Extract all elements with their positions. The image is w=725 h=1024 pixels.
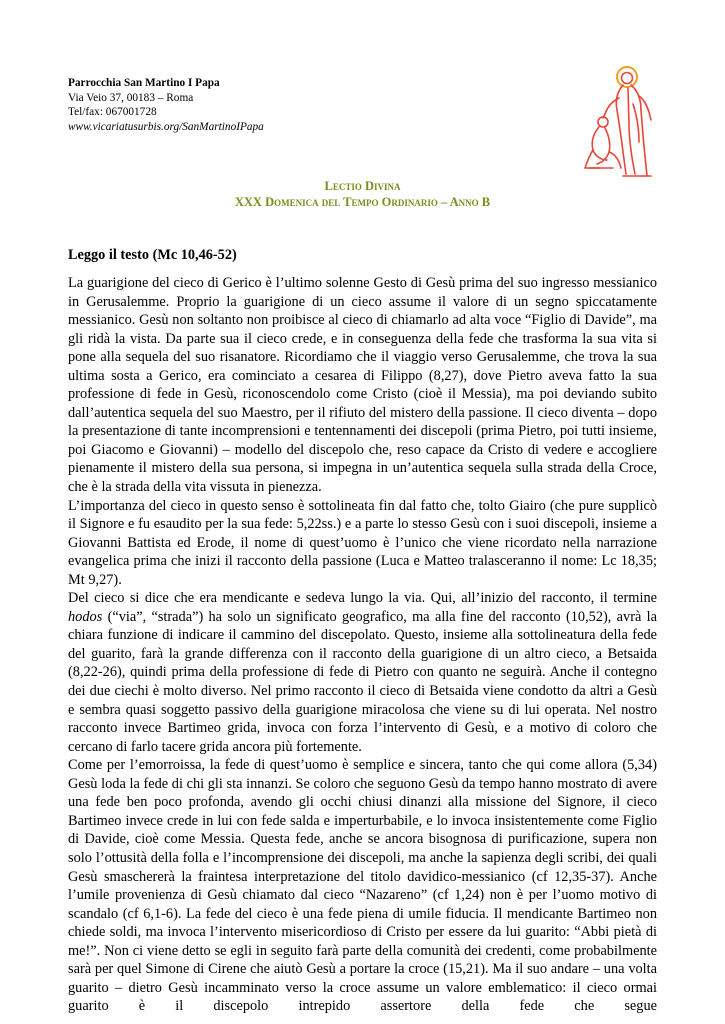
paragraph-text: (“via”, “strada”) ha solo un significato geografico, ma alla fine del racconto (10,52), avrà la chiara funzione di indicare il cammino del discepolato. Questo, insieme alla sottolineatura della fede del guarito, farà la grande differenza con il racconto della guarigione di un altro cieco, a Betsaida (8,22-26), quindi prima della professione di fede di Pietro con quanto ne seguirà. Anche il contegno dei due ciechi è molto diverso. Nel primo racconto il cieco di Betsaida viene condotto da altri a Gesù e sembra quasi soggetto passivo della guarigione miracolosa che viene su di lui operata. Nel nostro racconto invece Bartimeo grida, invoca con forza l’intervento di Gesù, e a motivo di coloro che cercano di farlo tacere grida ancora più fortemente.: [68, 608, 657, 755]
paragraph: La guarigione del cieco di Gerico è l’ultimo solenne Gesto di Gesù prima del suo ingresso messianico in Gerusalemme. Proprio la guarigione di un cieco assume il valore di un segno spiccatamente messianico. Gesù non soltanto non proibisce al cieco di chiamarlo ad alta voce “Figlio di Davide”, ma gli ridà la vista. Da parte sua il cieco crede, e in conseguenza della fede che trasforma la sua vita si pone alla sequela del suo risanatore. Ricordiamo che il viaggio verso Gerusalemme, che trova la sua ultima sosta a Gerico, era cominciato a cesarea di Filippo (8,27), dove Pietro aveva fatto la sua professione di fede in Gesù, riconoscendolo come Cristo (cioè il Messia), ma poi deviando subito dall’autentica sequela del suo Maestro, per il rifiuto del mistero della passione. Il cieco diventa – dopo la presentazione di tante incomprensioni e tentennamenti dei discepoli (prima Pietro, poi tutti insieme, poi Giacomo e Giovanni) – modello del discepolo che, reso capace da Cristo di vedere e accogliere pienamente il mistero della sua persona, si impegna in un’autentica sequela sulla strada della Croce, che è la strada della vita vissuta in pienezza.: [68, 275, 657, 496]
italic-term: hodos: [68, 608, 103, 625]
paragraph: Come per l’emorroissa, la fede di quest’uomo è semplice e sincera, tanto che qui come allora (5,34) Gesù loda la fede di chi gli sta innanzi. Se coloro che seguono Gesù da tempo hanno mostrato di avere una fede ben poco profonda, avendo gli occhi chiusi dinanzi alla missione del Signore, il cieco Bartimeo invece crede in lui con fede salda e imperturbabile, e lo invoca insistentemente come Figlio di Davide, cioè come Messia. Questa fede, anche se ancora bisognosa di purificazione, supera non solo l’ottusità della folla e l’incomprensione dei discepoli, ma anche la sapienza degli scribi, dei quali Gesù smaschererà la fraintesa interpretazione del titolo davidico-messianico (cf 12,35-37). Anche l’umile provenienza di Gesù chiamato dal cieco “Nazareno” (cf 1,24) non è per l’uomo motivo di scandalo (cf 6,1-6). La fede del cieco è una fede piena di umile fiducia. Il mendicante Bartimeo non chiede soldi, ma invoca l’intervento misericordioso di Cristo per essere da lui guarito: “Abbi pietà di me!”. Non ci viene detto se egli in seguito farà parte della comunità dei credenti, come probabilmente sarà per quel Simone di Cirene che aiutò Gesù a portare la croce (15,21). Ma il suo andare – una volta guarito – dietro Gesù incamminato verso la croce assume un valore emblematico: il cieco ormai guarito è il discepolo intrepido assertore della fede che segue: [68, 757, 657, 1015]
paragraph: [68, 589, 657, 756]
parish-phone: Tel/fax: 067001728: [68, 106, 157, 119]
parish-header: [68, 76, 264, 134]
document-title: [0, 178, 725, 210]
body-text: [68, 274, 657, 1016]
paragraph-text: Del cieco si dice che era mendicante e sedeva lungo la via. Qui, all’inizio del racconto, il termine: [68, 590, 657, 607]
title-line-sunday: XXX Domenica del Tempo Ordinario – Anno B: [234, 195, 491, 209]
parish-name: Parrocchia San Martino I Papa: [68, 77, 220, 89]
title-line-lectio: Lectio Divina: [324, 179, 401, 193]
section-heading: Leggo il testo (Mc 10,46-52): [68, 247, 237, 263]
parish-website[interactable]: www.vicariatusurbis.org/SanMartinoIPapa: [68, 120, 264, 133]
parish-address: Via Veio 37, 00183 – Roma: [68, 91, 194, 104]
paragraph: L’importanza del cieco in questo senso è sottolineata fin dal fatto che, tolto Giairo (che pure supplicò il Signore e fu esaudito per la sua fede: 5,22ss.) e a parte lo stesso Gesù con i suoi discepoli, insieme a Giovanni Battista ed Erode, il nome di quest’uomo è l’unico che viene ricordato nella narrazione evangelica prima che inizi il racconto della passione (Luca e Matteo tralasceranno il nome: Lc 18,35; Mt 9,27).: [68, 497, 657, 588]
christ-healing-blind-man-icon: [579, 64, 661, 179]
